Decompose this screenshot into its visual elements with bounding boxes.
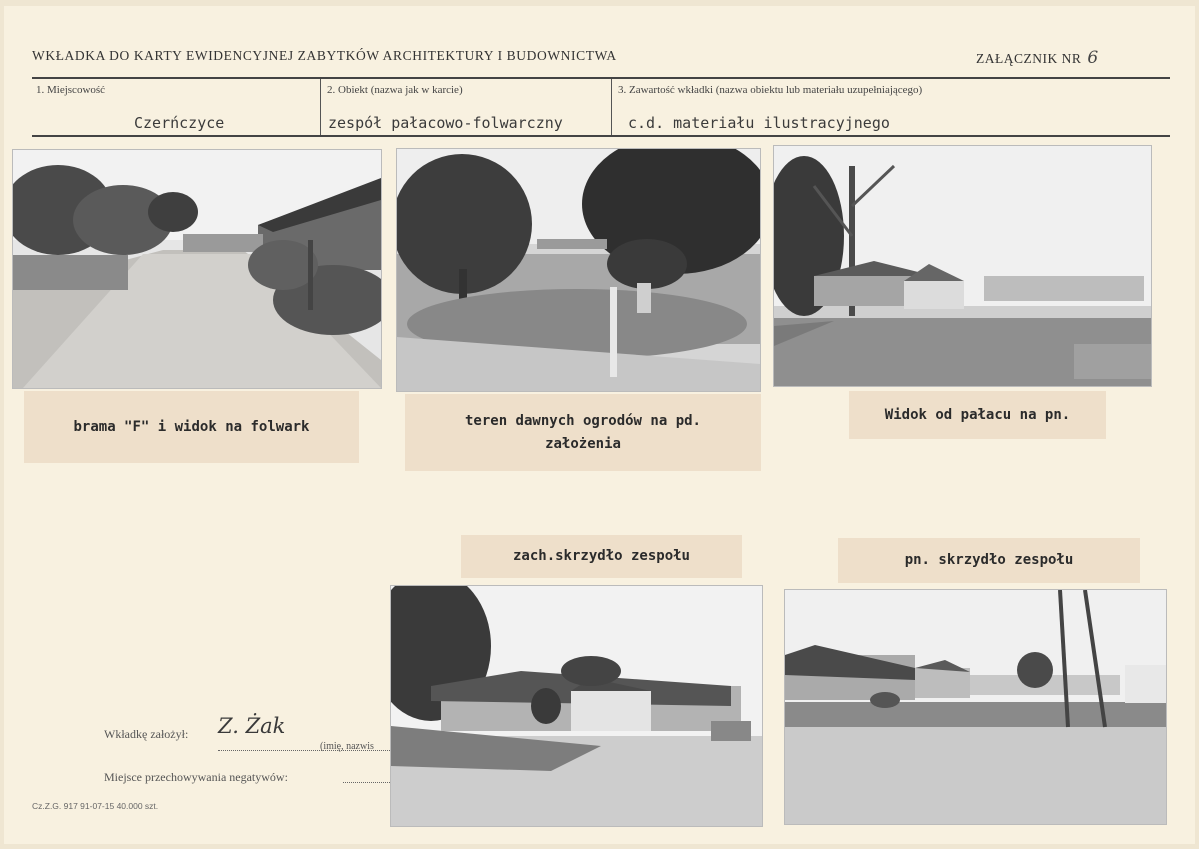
founded-signature: Z. Żak [218,714,286,738]
name-hint: (imię, nazwis [320,741,374,752]
caption-photo-2-text [465,410,701,455]
header-rule-bottom [32,135,1170,137]
field-label-contents: 3. Zawartość wkładki (nazwa obiektu lub materiału uzupełniającego) [618,84,923,96]
photo-gate-farm [12,149,382,389]
field-value-object: zespół pałacowo-folwarczny [328,114,563,132]
negatives-line [343,772,390,787]
photo-north-wing [784,589,1167,825]
caption-photo-2 [405,394,761,471]
photo-former-gardens [396,148,761,392]
annex-label [976,48,1099,68]
field-label-locality: 1. Miejscowość [36,84,106,96]
caption-photo-1: brama "F" i widok na folwark [24,391,359,463]
annex-label-text: ZAŁĄCZNIK NR [976,51,1082,66]
field-label-object: 2. Obiekt (nazwa jak w karcie) [327,84,463,96]
caption-photo-4: zach.skrzydło zespołu [461,535,742,578]
negatives-label: Miejsce przechowywania negatywów: [104,770,288,784]
photo-view-north [773,145,1152,387]
founded-label: Wkładkę założył: [104,727,189,741]
field-divider [320,79,321,135]
caption-photo-2-line-1: teren dawnych ogrodów na pd. [464,413,701,430]
photo-west-wing [390,585,763,827]
header-rule-top [32,77,1170,79]
caption-photo-5: pn. skrzydło zespołu [838,538,1140,583]
field-value-locality: Czerńczyce [134,114,225,132]
caption-photo-3: Widok od pałacu na pn. [849,391,1106,439]
annex-number: 6 [1087,48,1099,68]
field-divider [611,79,612,135]
caption-photo-2-line-2: założenia [545,435,621,452]
print-code: Cz.Z.G. 917 91-07-15 40.000 szt. [32,801,159,811]
field-value-contents: c.d. materiału ilustracyjnego [628,114,890,132]
form-title: WKŁADKA DO KARTY EWIDENCYJNEJ ZABYTKÓW ARCHITEKTURY I BUDOWNICTWA [32,48,617,63]
